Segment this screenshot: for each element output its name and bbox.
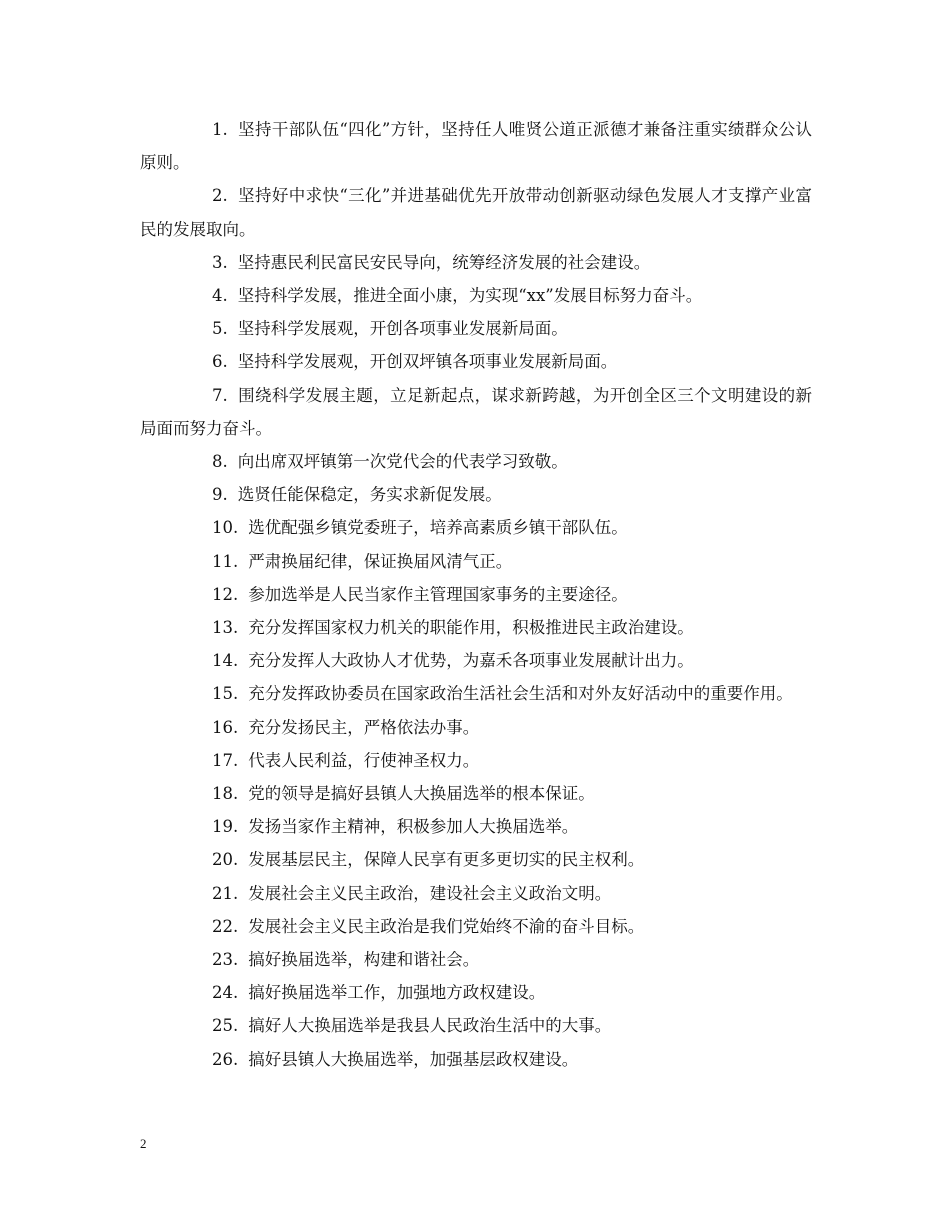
list-item bbox=[140, 744, 812, 777]
item-text: 向出席双坪镇第一次党代会的代表学习致敬。 bbox=[237, 452, 568, 472]
item-number: 2. bbox=[212, 186, 228, 206]
list-item bbox=[140, 545, 812, 578]
page-number: 2 bbox=[140, 1136, 147, 1151]
item-text: 坚持科学发展，推进全面小康，为实现“xx”发展目标努力奋斗。 bbox=[237, 286, 703, 306]
item-number: 7. bbox=[212, 385, 228, 405]
item-number: 5. bbox=[212, 319, 228, 339]
item-number: 14. bbox=[212, 651, 239, 671]
item-number: 9. bbox=[212, 485, 228, 505]
list-item bbox=[140, 943, 812, 976]
item-number: 20. bbox=[212, 850, 239, 870]
list-item bbox=[140, 445, 812, 478]
item-number: 25. bbox=[212, 1016, 239, 1036]
item-text: 围绕科学发展主题，立足新起点，谋求新跨越，为开创全区三个文明建设的新局面而努力奋斗。 bbox=[140, 385, 812, 438]
list-item bbox=[140, 644, 812, 677]
item-number: 3. bbox=[212, 252, 228, 272]
item-number: 11. bbox=[212, 551, 239, 571]
list-item bbox=[140, 877, 812, 910]
list-item bbox=[140, 611, 812, 644]
list-item bbox=[140, 578, 812, 611]
item-text: 充分发挥政协委员在国家政治生活社会生活和对外友好活动中的重要作用。 bbox=[248, 684, 793, 704]
item-number: 16. bbox=[212, 717, 239, 737]
list-item bbox=[140, 246, 812, 279]
list-item bbox=[140, 312, 812, 345]
item-text: 搞好县镇人大换届选举，加强基层政权建设。 bbox=[248, 1049, 579, 1069]
list-item bbox=[140, 1009, 812, 1042]
item-text: 发扬当家作主精神，积极参加人大换届选举。 bbox=[248, 817, 579, 837]
item-number: 8. bbox=[212, 452, 228, 472]
item-text: 严肃换届纪律，保证换届风清气正。 bbox=[248, 551, 513, 571]
item-number: 18. bbox=[212, 784, 239, 804]
list-item bbox=[140, 711, 812, 744]
item-text: 选贤任能保稳定，务实求新促发展。 bbox=[237, 485, 502, 505]
slogan-list bbox=[140, 113, 812, 1076]
item-text: 坚持惠民利民富民安民导向，统筹经济发展的社会建设。 bbox=[237, 252, 651, 272]
item-text: 充分发挥国家权力机关的职能作用，积极推进民主政治建设。 bbox=[248, 618, 694, 638]
item-number: 26. bbox=[212, 1049, 239, 1069]
item-number: 12. bbox=[212, 584, 239, 604]
list-item bbox=[140, 810, 812, 843]
item-number: 19. bbox=[212, 817, 239, 837]
item-text: 发展基层民主，保障人民享有更多更切实的民主权利。 bbox=[248, 850, 645, 870]
item-text: 发展社会主义民主政治是我们党始终不渝的奋斗目标。 bbox=[248, 916, 645, 936]
list-item bbox=[140, 478, 812, 511]
list-item bbox=[140, 345, 812, 378]
item-text: 发展社会主义民主政治，建设社会主义政治文明。 bbox=[248, 883, 612, 903]
item-number: 24. bbox=[212, 983, 239, 1003]
item-number: 1. bbox=[212, 120, 228, 139]
item-number: 15. bbox=[212, 684, 239, 704]
item-text: 坚持科学发展观，开创双坪镇各项事业发展新局面。 bbox=[237, 352, 618, 372]
item-text: 坚持科学发展观，开创各项事业发展新局面。 bbox=[237, 319, 568, 339]
item-number: 13. bbox=[212, 618, 239, 638]
list-item bbox=[140, 910, 812, 943]
list-item bbox=[140, 1043, 812, 1076]
item-number: 23. bbox=[212, 950, 239, 970]
item-text: 代表人民利益，行使神圣权力。 bbox=[248, 750, 480, 770]
item-text: 党的领导是搞好县镇人大换届选举的根本保证。 bbox=[248, 784, 595, 804]
item-text: 坚持干部队伍“四化”方针，坚持任人唯贤公道正派德才兼备注重实绩群众公认原则。 bbox=[140, 120, 812, 173]
item-number: 4. bbox=[212, 286, 228, 306]
item-number: 21. bbox=[212, 883, 239, 903]
list-item bbox=[140, 179, 812, 245]
list-item bbox=[140, 113, 812, 179]
item-text: 搞好人大换届选举是我县人民政治生活中的大事。 bbox=[248, 1016, 612, 1036]
item-text: 搞好换届选举，构建和谐社会。 bbox=[248, 950, 480, 970]
list-item bbox=[140, 511, 812, 544]
list-item bbox=[140, 677, 812, 710]
item-number: 10. bbox=[212, 518, 239, 538]
list-item bbox=[140, 279, 812, 312]
list-item bbox=[140, 976, 812, 1009]
list-item bbox=[140, 843, 812, 876]
item-text: 选优配强乡镇党委班子，培养高素质乡镇干部队伍。 bbox=[248, 518, 628, 538]
item-text: 参加选举是人民当家作主管理国家事务的主要途径。 bbox=[248, 584, 628, 604]
list-item bbox=[140, 777, 812, 810]
item-text: 充分发扬民主，严格依法办事。 bbox=[248, 717, 480, 737]
item-number: 6. bbox=[212, 352, 228, 372]
item-text: 搞好换届选举工作，加强地方政权建设。 bbox=[248, 983, 546, 1003]
item-text: 坚持好中求快“三化”并进基础优先开放带动创新驱动绿色发展人才支撑产业富民的发展取向。 bbox=[140, 186, 812, 239]
item-number: 22. bbox=[212, 916, 239, 936]
item-number: 17. bbox=[212, 750, 239, 770]
item-text: 充分发挥人大政协人才优势，为嘉禾各项事业发展献计出力。 bbox=[248, 651, 694, 671]
list-item bbox=[140, 379, 812, 445]
